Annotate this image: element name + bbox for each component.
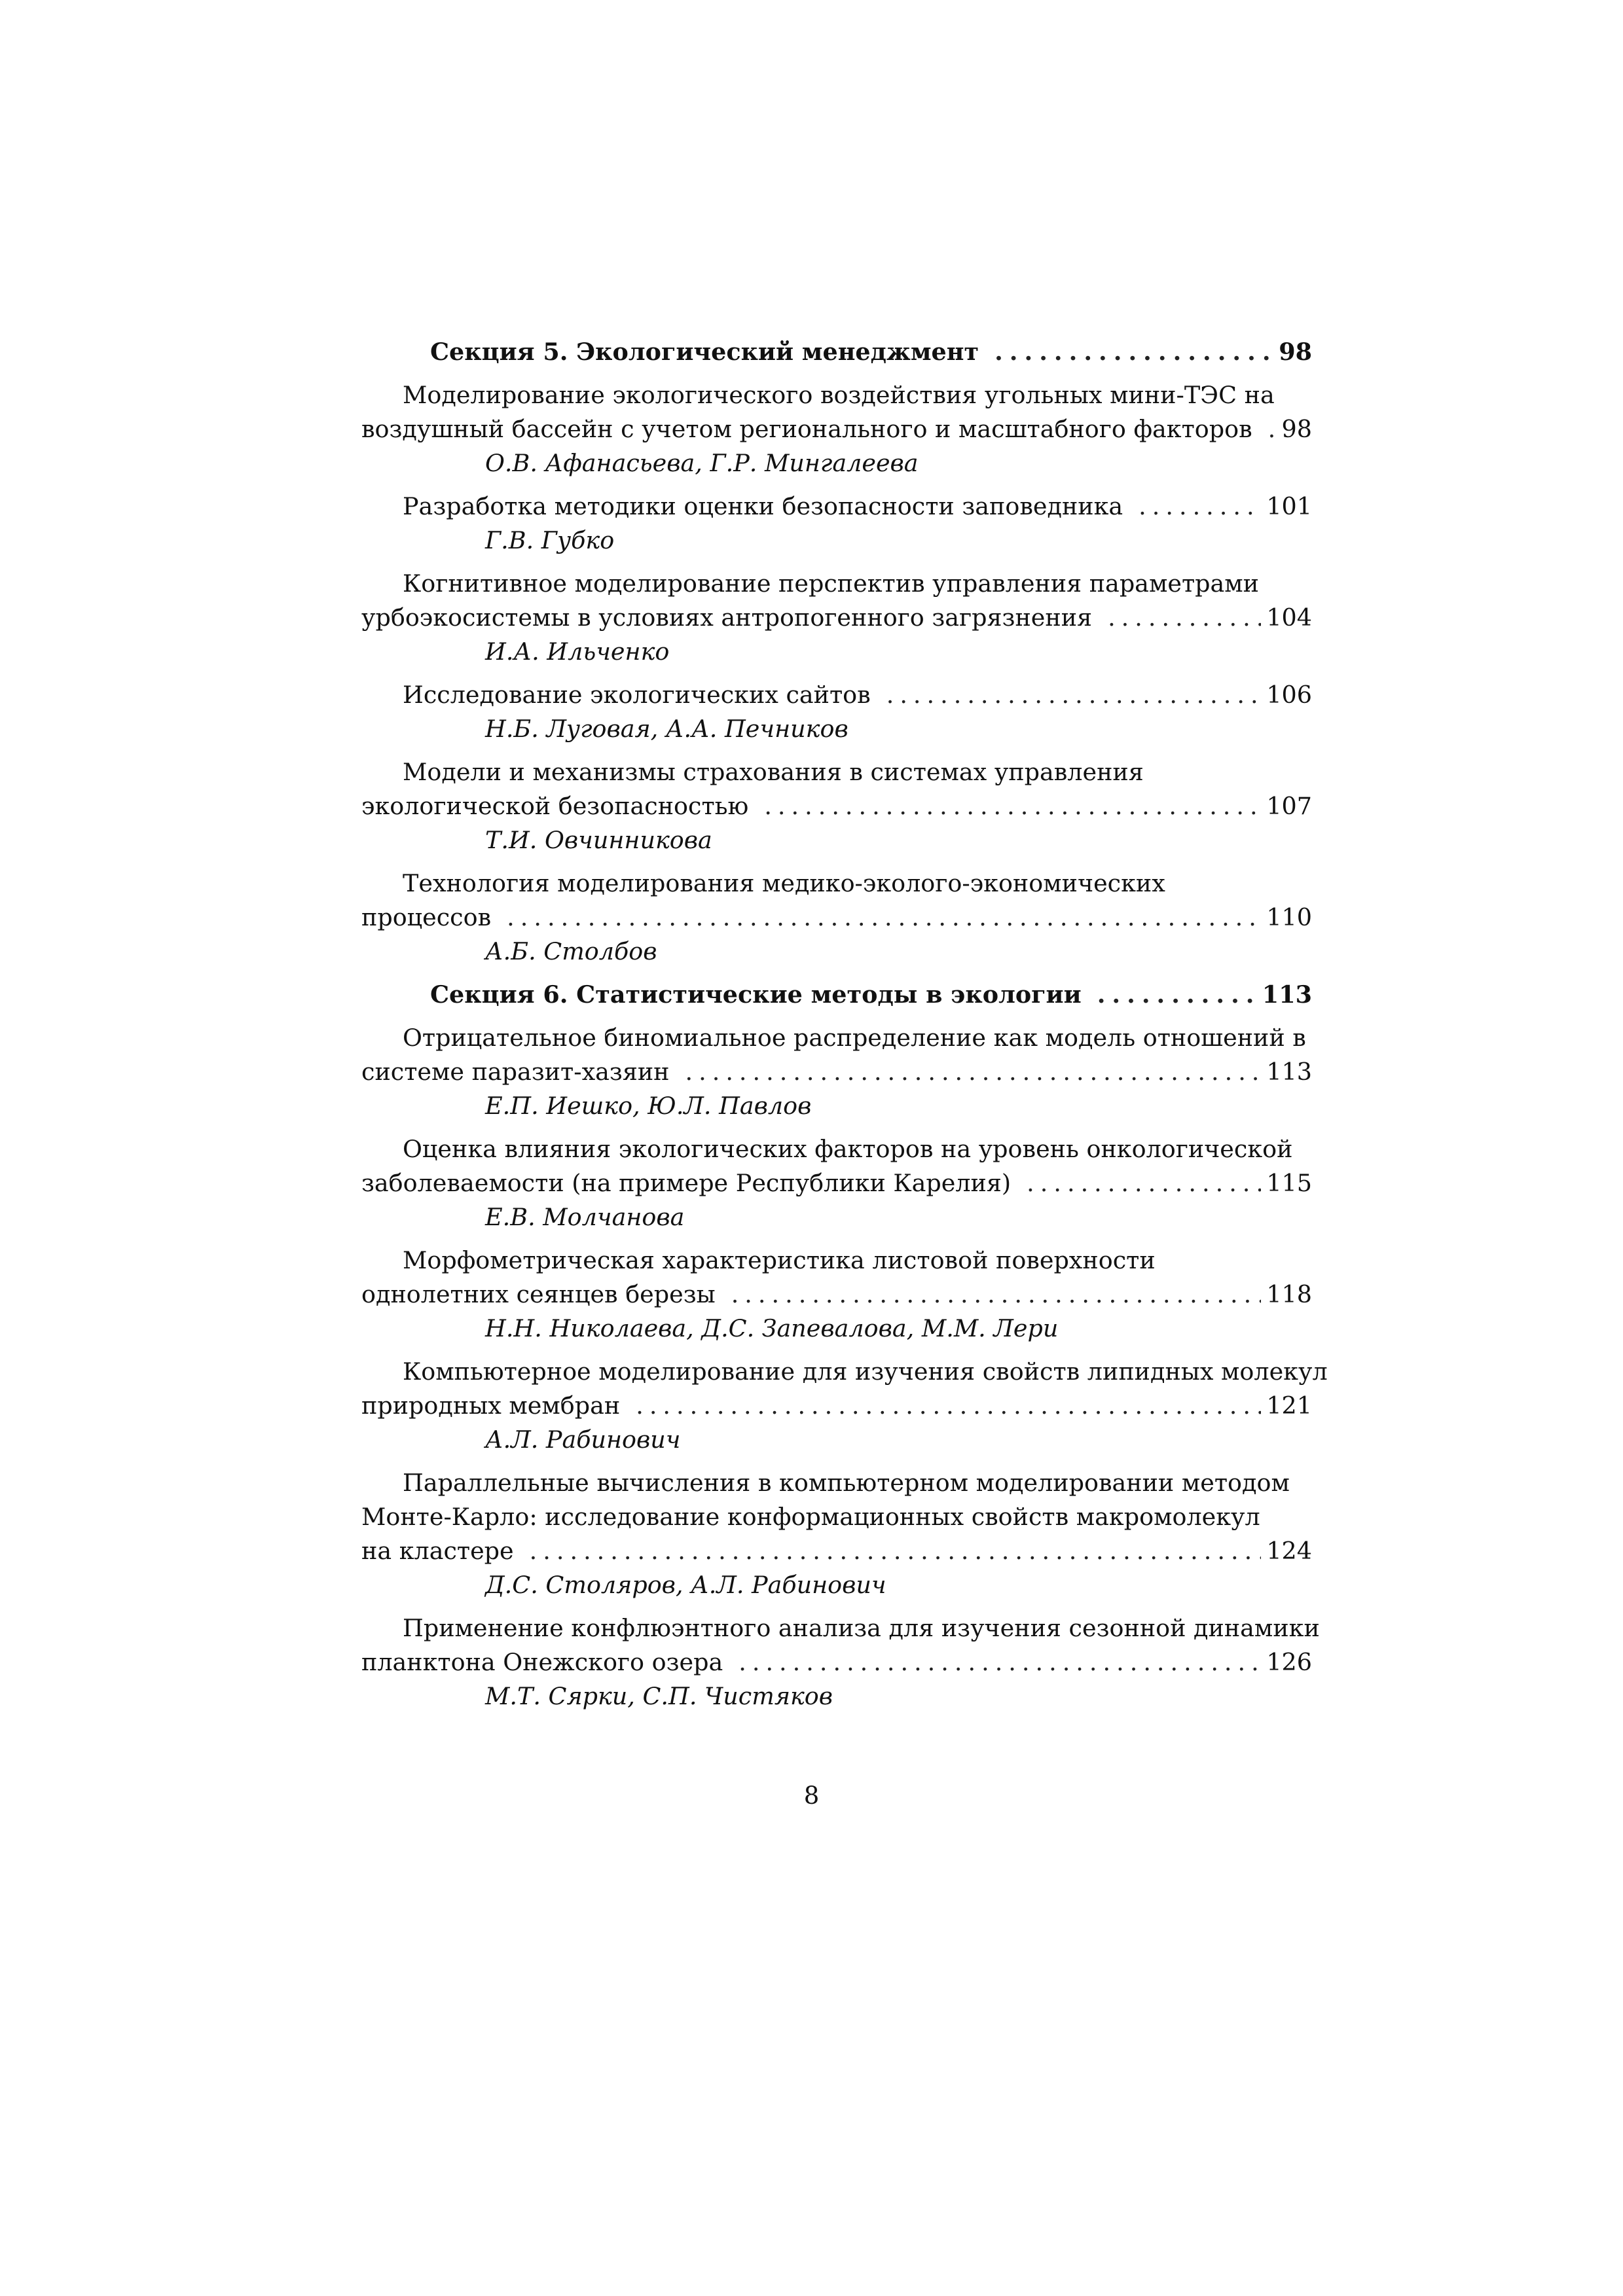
entry-title-text: Компьютерное моделирование для изучения свойств липидных молекул bbox=[403, 1357, 1328, 1386]
entry-authors: А.Б. Столбов bbox=[485, 937, 657, 965]
entry-title-line bbox=[361, 1055, 1312, 1089]
dot-leader bbox=[636, 1389, 1261, 1423]
entry-title-text: процессов bbox=[361, 903, 492, 931]
dot-leader bbox=[507, 901, 1261, 935]
entry-page-number: 113 bbox=[1266, 1058, 1312, 1086]
entry-authors: О.В. Афанасьева, Г.Р. Мингалеева bbox=[485, 449, 919, 477]
entry-title-text: Отрицательное биномиальное распределение как модель отношений в bbox=[403, 1024, 1306, 1052]
entry-title-line bbox=[361, 678, 1312, 712]
entry-title-text: Модели и механизмы страхования в системах управления bbox=[403, 758, 1144, 786]
entry-title-line bbox=[361, 1500, 1312, 1534]
toc-entry[interactable] bbox=[361, 1611, 1320, 1713]
toc-entry[interactable] bbox=[361, 1244, 1312, 1346]
section-title: Секция 5. Экологический менеджмент bbox=[430, 338, 979, 366]
entry-page-number: 118 bbox=[1266, 1280, 1312, 1308]
page-number: 8 bbox=[803, 1782, 820, 1810]
entry-authors: Т.И. Овчинникова bbox=[485, 826, 712, 854]
entry-title-line bbox=[361, 867, 1312, 901]
entry-authors: Н.Б. Луговая, А.А. Печников bbox=[485, 715, 848, 743]
entry-title-line bbox=[361, 412, 1312, 446]
entry-authors: М.Т. Сярки, С.П. Чистяков bbox=[485, 1682, 833, 1710]
entry-title-text: однолетних сеянцев березы bbox=[361, 1280, 716, 1308]
entry-page-number: 104 bbox=[1266, 603, 1312, 632]
dot-leader bbox=[994, 335, 1273, 369]
entry-title-text: Исследование экологических сайтов bbox=[403, 681, 871, 709]
toc-entry[interactable] bbox=[361, 1132, 1312, 1234]
section-page-number: 98 bbox=[1279, 338, 1312, 366]
dot-leader bbox=[764, 789, 1261, 823]
entry-title-text: Разработка методики оценки безопасности заповедника bbox=[403, 492, 1123, 520]
entry-authors: Н.Н. Николаева, Д.С. Запевалова, М.М. Лери bbox=[485, 1314, 1059, 1342]
dot-leader bbox=[886, 678, 1262, 712]
entry-page-number: 115 bbox=[1266, 1169, 1312, 1197]
dot-leader bbox=[530, 1534, 1262, 1568]
dot-leader bbox=[1268, 412, 1274, 446]
entry-title-text: планктона Онежского озера bbox=[361, 1648, 723, 1676]
dot-leader bbox=[1139, 490, 1261, 524]
entry-title-text: заболеваемости (на примере Республики Карелия) bbox=[361, 1169, 1012, 1197]
entry-authors: Д.С. Столяров, А.Л. Рабинович bbox=[485, 1571, 886, 1599]
dot-leader bbox=[739, 1645, 1261, 1679]
dot-leader bbox=[1027, 1166, 1261, 1200]
toc-entry[interactable] bbox=[361, 1021, 1312, 1123]
toc-entry[interactable] bbox=[361, 1355, 1328, 1457]
section-title: Секция 6. Статистические методы в экологии bbox=[430, 980, 1082, 1009]
entry-title-line bbox=[361, 755, 1312, 789]
entry-title-line bbox=[361, 1244, 1312, 1278]
entry-authors: Е.В. Молчанова bbox=[485, 1203, 685, 1231]
entry-title-text: на кластере bbox=[361, 1537, 514, 1565]
entry-title-text: системе паразит-хазяин bbox=[361, 1058, 670, 1086]
entry-title-text: урбоэкосистемы в условиях антропогенного загрязнения bbox=[361, 603, 1093, 632]
toc-entry[interactable] bbox=[361, 490, 1312, 558]
entry-title-line bbox=[361, 567, 1312, 601]
dot-leader bbox=[685, 1055, 1262, 1089]
entry-title-line bbox=[361, 1611, 1320, 1645]
entry-title-line bbox=[361, 1534, 1312, 1568]
entry-title-text: Моделирование экологического воздействия угольных мини-ТЭС на bbox=[403, 381, 1275, 409]
entry-page-number: 106 bbox=[1266, 681, 1312, 709]
entry-title-text: экологической безопасностью bbox=[361, 792, 749, 820]
entry-authors: А.Л. Рабинович bbox=[485, 1426, 681, 1454]
toc-entry[interactable] bbox=[361, 867, 1312, 969]
entry-page-number: 124 bbox=[1266, 1537, 1312, 1565]
dot-leader bbox=[731, 1278, 1262, 1312]
entry-title-text: Оценка влияния экологических факторов на уровень онкологической bbox=[403, 1135, 1293, 1163]
entry-title-text: Морфометрическая характеристика листовой поверхности bbox=[403, 1246, 1156, 1274]
toc-entry[interactable] bbox=[361, 378, 1312, 480]
entry-authors: Е.П. Иешко, Ю.Л. Павлов bbox=[485, 1092, 812, 1120]
entry-title-text: природных мембран bbox=[361, 1391, 621, 1420]
entry-title-line bbox=[361, 1021, 1312, 1055]
entry-title-text: воздушный бассейн с учетом регионального и масштабного факторов bbox=[361, 415, 1252, 443]
entry-title-line bbox=[361, 490, 1312, 524]
entry-title-line bbox=[361, 1389, 1312, 1423]
toc-entry[interactable] bbox=[361, 755, 1312, 857]
entry-title-line bbox=[361, 1166, 1312, 1200]
entry-title-line bbox=[361, 1278, 1312, 1312]
dot-leader bbox=[1097, 978, 1257, 1012]
entry-title-line bbox=[361, 901, 1312, 935]
entry-title-text: Когнитивное моделирование перспектив управления параметрами bbox=[403, 569, 1259, 598]
toc-section bbox=[361, 335, 1312, 369]
table-of-contents bbox=[361, 335, 1328, 1723]
section-heading[interactable] bbox=[361, 335, 1312, 369]
toc-entry[interactable] bbox=[361, 567, 1312, 669]
entry-title-line bbox=[361, 789, 1312, 823]
dot-leader bbox=[1108, 601, 1261, 635]
section-page-number: 113 bbox=[1262, 980, 1312, 1009]
toc-entry[interactable] bbox=[361, 1466, 1312, 1602]
entry-title-line bbox=[361, 378, 1312, 412]
entry-page-number: 107 bbox=[1266, 792, 1312, 820]
toc-section bbox=[361, 978, 1312, 1012]
entry-authors: И.А. Ильченко bbox=[485, 637, 670, 666]
entry-title-text: Монте-Карло: исследование конформационных свойств макромолекул bbox=[361, 1503, 1260, 1531]
entry-title-text: Применение конфлюэнтного анализа для изучения сезонной динамики bbox=[403, 1614, 1320, 1642]
entry-authors: Г.В. Губко bbox=[485, 526, 615, 554]
entry-page-number: 126 bbox=[1266, 1648, 1312, 1676]
entry-page-number: 121 bbox=[1266, 1391, 1312, 1420]
entry-title-text: Параллельные вычисления в компьютерном моделировании методом bbox=[403, 1469, 1290, 1497]
toc-entry[interactable] bbox=[361, 678, 1312, 746]
entry-title-line bbox=[361, 1355, 1328, 1389]
section-heading[interactable] bbox=[361, 978, 1312, 1012]
entry-title-line bbox=[361, 601, 1312, 635]
entry-title-line bbox=[361, 1466, 1312, 1500]
entry-page-number: 98 bbox=[1281, 415, 1312, 443]
entry-title-line bbox=[361, 1645, 1312, 1679]
entry-page-number: 110 bbox=[1266, 903, 1312, 931]
entry-title-text: Технология моделирования медико-эколого-экономических bbox=[403, 869, 1165, 897]
entry-title-line bbox=[361, 1132, 1312, 1166]
entry-page-number: 101 bbox=[1266, 492, 1312, 520]
